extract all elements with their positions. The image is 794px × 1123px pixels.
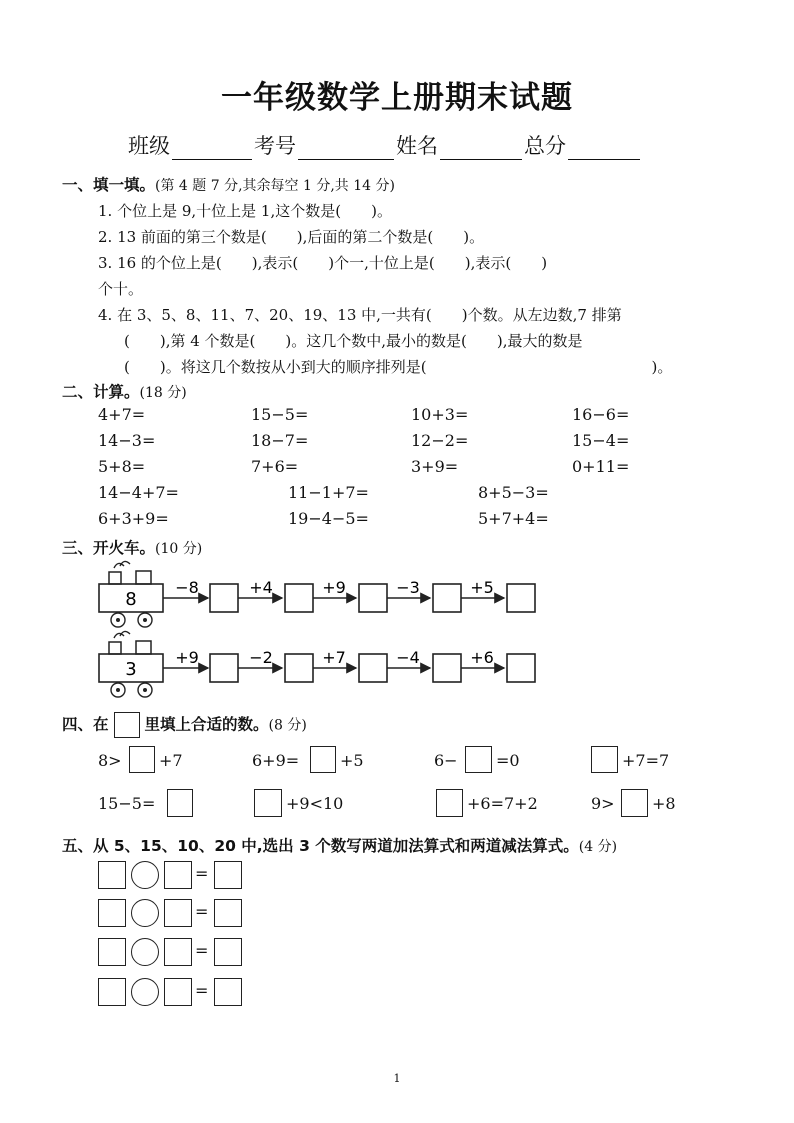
answer-box[interactable] (167, 789, 193, 817)
train-2-op-2: −2 (249, 648, 273, 667)
section-2-note: (18 分) (139, 385, 187, 401)
calc-item: 16−6= (572, 405, 630, 424)
page-number: 1 (393, 1072, 401, 1085)
answer-box[interactable] (285, 654, 313, 682)
s1-question-3: 3. 16 的个位上是( ),表示( )个一,十位上是( ),表示( ) (98, 254, 548, 272)
calc-item: 18−7= (251, 431, 309, 450)
answer-box[interactable] (98, 899, 126, 927)
train-2-start-number: 3 (125, 659, 137, 680)
calc-item: 12−2= (411, 431, 469, 450)
answer-box[interactable] (436, 789, 463, 817)
answer-box[interactable] (210, 584, 238, 612)
operator-circle[interactable] (131, 938, 159, 966)
train-1-op-2: +4 (249, 578, 273, 597)
wheel-hub (143, 618, 147, 622)
ineq-text: 6+9= (252, 751, 300, 770)
section-4-heading (62, 712, 307, 738)
answer-box[interactable] (621, 789, 648, 817)
operator-circle[interactable] (131, 899, 159, 927)
train-1-op-4: −3 (396, 578, 420, 597)
calc-item: 7+6= (251, 457, 299, 476)
answer-box[interactable] (214, 978, 242, 1006)
s1-question-3-cont: 个十。 (98, 280, 144, 298)
section-5-title: 五、从 5、15、10、20 中,选出 3 个数写两道加法算式和两道减法算式。 (62, 837, 579, 855)
answer-box[interactable] (254, 789, 282, 817)
equals-sign: = (195, 981, 209, 1000)
calc-item: 3+9= (411, 457, 459, 476)
ineq-text: 15−5= (98, 794, 156, 813)
calc-item: 5+8= (98, 457, 146, 476)
answer-box[interactable] (507, 584, 535, 612)
ineq-text: +7 (159, 751, 183, 770)
wheel-hub (116, 618, 120, 622)
train-1 (99, 561, 535, 627)
ineq-text: +5 (340, 751, 364, 770)
answer-box[interactable] (98, 978, 126, 1006)
equals-sign: = (195, 864, 209, 883)
answer-box[interactable] (210, 654, 238, 682)
calc-item: 15−5= (251, 405, 309, 424)
s1-question-2: 2. 13 前面的第三个数是( ),后面的第二个数是( )。 (98, 228, 485, 246)
answer-box[interactable] (285, 584, 313, 612)
ineq-text: 8> (98, 751, 122, 770)
answer-box[interactable] (98, 861, 126, 889)
answer-box[interactable] (214, 861, 242, 889)
calc-item: 14−4+7= (98, 483, 179, 502)
answer-box[interactable] (164, 899, 192, 927)
section-3-note: (10 分) (155, 541, 203, 557)
answer-box[interactable] (164, 978, 192, 1006)
answer-box[interactable] (507, 654, 535, 682)
train-cab (136, 641, 151, 654)
smoke-icon (114, 561, 130, 568)
ineq-text: +6=7+2 (467, 794, 538, 813)
train-1-op-5: +5 (470, 578, 494, 597)
train-2-op-5: +6 (470, 648, 494, 667)
ineq-text: +7=7 (622, 751, 670, 770)
calc-item: 8+5−3= (478, 483, 549, 502)
train-1-start-number: 8 (125, 589, 137, 610)
train-chimney (109, 572, 121, 584)
answer-box[interactable] (129, 746, 155, 773)
class-label: 班级 (128, 134, 170, 158)
wheel-hub (143, 688, 147, 692)
answer-box[interactable] (433, 584, 461, 612)
s1-question-4-cont2: ( )。将这几个数按从小到大的顺序排列是( )。 (124, 358, 673, 376)
section-4-title-pre: 四、在 (62, 715, 109, 734)
section-5-note: (4 分) (578, 839, 618, 855)
calc-item: 14−3= (98, 431, 156, 450)
answer-box[interactable] (591, 746, 618, 773)
equals-sign: = (195, 941, 209, 960)
calc-item: 10+3= (411, 405, 469, 424)
box-symbol (114, 712, 140, 738)
equals-sign: = (195, 902, 209, 921)
name-label: 姓名 (396, 134, 438, 158)
train-cab (136, 571, 151, 584)
answer-box[interactable] (433, 654, 461, 682)
operator-circle[interactable] (131, 861, 159, 889)
answer-box[interactable] (164, 938, 192, 966)
answer-box[interactable] (359, 654, 387, 682)
train-1-op-1: −8 (175, 578, 199, 597)
calc-item: 6+3+9= (98, 509, 169, 528)
ineq-text: 6− (434, 751, 458, 770)
answer-box[interactable] (164, 861, 192, 889)
ineq-text: 9> (591, 794, 615, 813)
answer-box[interactable] (98, 938, 126, 966)
ineq-text: +8 (652, 794, 676, 813)
calc-item: 4+7= (98, 405, 146, 424)
answer-box[interactable] (214, 938, 242, 966)
score-label: 总分 (524, 134, 566, 158)
calc-item: 5+7+4= (478, 509, 549, 528)
number-label: 考号 (254, 134, 296, 158)
train-2-op-1: +9 (175, 648, 199, 667)
s1-question-4-cont: ( ),第 4 个数是( )。这几个数中,最小的数是( ),最大的数是 (124, 332, 583, 350)
calc-item: 15−4= (572, 431, 630, 450)
calc-item: 19−4−5= (288, 509, 369, 528)
s1-question-4: 4. 在 3、5、8、11、7、20、19、13 中,一共有( )个数。从左边数,7 排第 (98, 306, 622, 324)
train-2-op-3: +7 (322, 648, 346, 667)
calc-item: 0+11= (572, 457, 630, 476)
smoke-icon (114, 631, 130, 638)
section-5-heading (62, 834, 617, 856)
train-2 (99, 631, 535, 697)
calc-item: 11−1+7= (288, 483, 369, 502)
train-chimney (109, 642, 121, 654)
ineq-text: =0 (496, 751, 520, 770)
s1-question-1: 1. 个位上是 9,十位上是 1,这个数是( )。 (98, 202, 392, 220)
operator-circle[interactable] (131, 978, 159, 1006)
ineq-text: +9<10 (286, 794, 344, 813)
train-1-op-3: +9 (322, 578, 346, 597)
page-title: 一年级数学上册期末试题 (221, 80, 573, 116)
section-1-note: (第 4 题 7 分,其余每空 1 分,共 14 分) (155, 178, 395, 194)
answer-box[interactable] (359, 584, 387, 612)
section-2-title: 二、计算。 (62, 383, 140, 401)
answer-box[interactable] (310, 746, 336, 773)
section-4-title-post: 里填上合适的数。 (144, 715, 269, 734)
train-2-op-4: −4 (396, 648, 420, 667)
section-4-note: (8 分) (268, 717, 307, 734)
wheel-hub (116, 688, 120, 692)
answer-box[interactable] (465, 746, 492, 773)
section-1-title: 一、填一填。 (62, 176, 156, 194)
answer-box[interactable] (214, 899, 242, 927)
section-3-title: 三、开火车。 (62, 539, 156, 557)
